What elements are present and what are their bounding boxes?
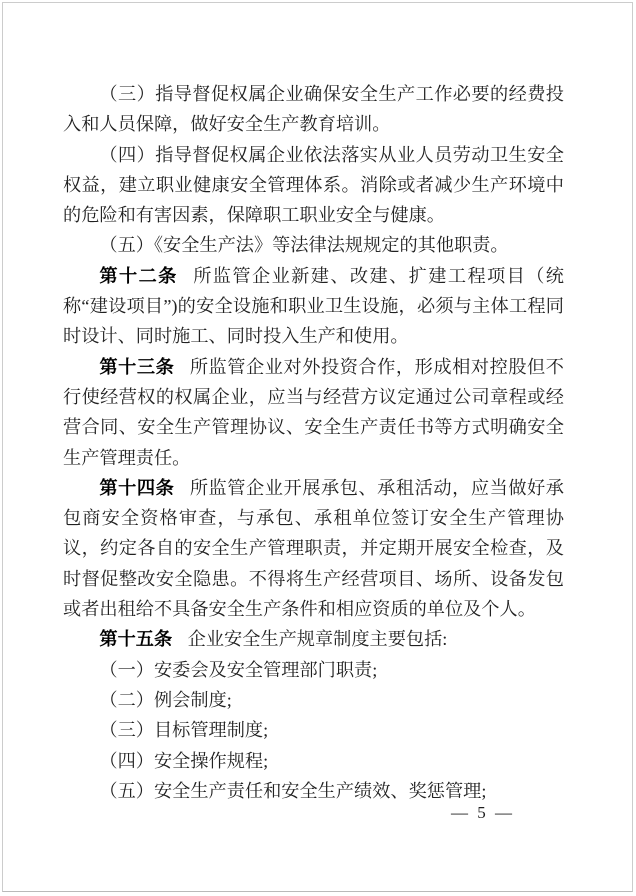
para-item-3	[63, 79, 564, 140]
paragraph-text: （一）安委会及安全管理部门职责;	[99, 659, 378, 680]
para-item-4	[63, 140, 564, 231]
paragraph-text: （五）安全生产责任和安全生产绩效、奖惩管理;	[99, 780, 487, 801]
article-number-13: 第十三条	[99, 356, 175, 377]
paragraph-text: （二）例会制度;	[99, 689, 232, 710]
paragraph-text: 所监管企业对外投资合作，形成相对控股但不行使经营权的权属企业，应当与经营方议定通过公司章程或经营合同、安全生产管理协议、安全生产责任书等方式明确安全生产管理责任。	[63, 356, 564, 468]
paragraph-text: 所监管企业新建、改建、扩建工程项目（统称“建设项目”)的安全设施和职业卫生设施，必须与主体工程同时设计、同时施工、同时投入生产和使用。	[63, 265, 564, 347]
paragraph-text: （三）指导督促权属企业确保安全生产工作必要的经费投入和人员保障，做好安全生产教育培训。	[63, 84, 564, 135]
para-list-1	[63, 655, 564, 685]
article-number-15: 第十五条	[99, 629, 173, 650]
paragraph-text: （五）《安全生产法》等法律法规规定的其他职责。	[99, 235, 509, 256]
article-number-12: 第十二条	[99, 265, 178, 286]
para-list-3	[63, 715, 564, 745]
page-number: — 5 —	[451, 803, 512, 822]
paragraph-text: （三）目标管理制度;	[99, 720, 269, 741]
para-list-2	[63, 685, 564, 715]
paragraph-text: 企业安全生产规章制度主要包括:	[187, 629, 448, 650]
para-article-14	[63, 473, 564, 624]
document-body	[63, 79, 564, 806]
para-article-13	[63, 352, 564, 473]
para-item-5	[63, 230, 564, 260]
para-article-12	[63, 261, 564, 352]
paragraph-text: （四）指导督促权属企业依法落实从业人员劳动卫生安全权益，建立职业健康安全管理体系。消除或者减少生产环境中的危险和有害因素，保障职工职业安全与健康。	[63, 144, 564, 226]
article-number-14: 第十四条	[99, 477, 175, 498]
para-article-15	[63, 624, 564, 654]
para-list-4	[63, 746, 564, 776]
paragraph-text: （四）安全操作规程;	[99, 750, 269, 771]
paragraph-text: 所监管企业开展承包、承租活动，应当做好承包商安全资格审查，与承包、承租单位签订安全生产管理协议，约定各自的安全生产管理职责，并定期开展安全检查，及时督促整改安全隐患。不得将生产经营项目、场所、设备发包或者出租给不具备安全生产条件和相应资质的单位及个人。	[63, 477, 564, 620]
